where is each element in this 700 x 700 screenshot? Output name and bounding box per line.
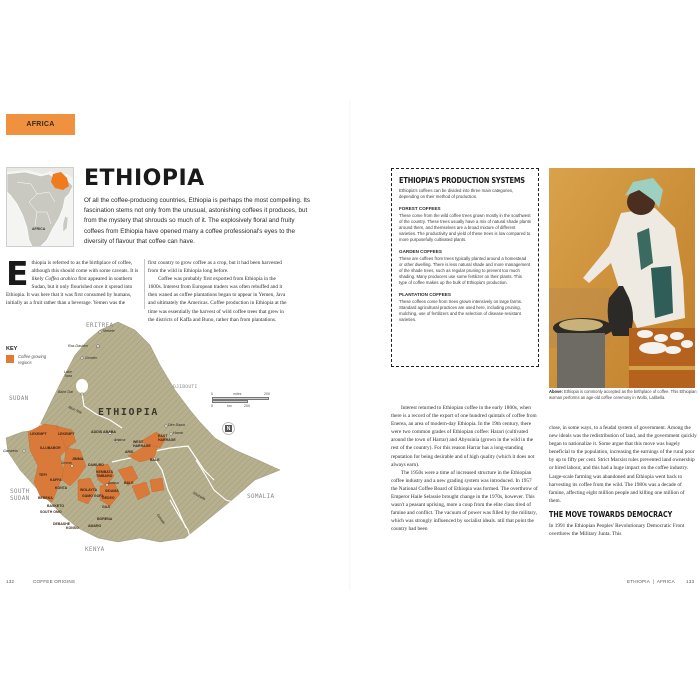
caption-text: Ethiopia is commonly accepted as the birthplace of coffee. This Ethiopian woman performs an age-old coffee ceremony in Wollo, Lalibella. — [549, 389, 697, 400]
map-key-label: Coffee growing regions — [18, 354, 47, 365]
production-systems-sidebar — [391, 168, 539, 367]
country-label: SOMALIA — [247, 493, 275, 500]
region-label: BEBEKA — [38, 496, 53, 500]
region-label: KAFFA — [50, 478, 62, 482]
sidebar-heading-plantation: PLANTATION COFFEES — [399, 292, 451, 297]
body-paragraph: first country to grow coffee as a crop, but it had been harvested from the wild in Ethiopia long before. — [148, 260, 282, 275]
capital-label: ADDIS ABABA — [91, 430, 117, 434]
region-label: GAMO GOFA — [82, 494, 104, 498]
region-label: KONSO — [66, 526, 79, 530]
place-label: Ras Dashen — [68, 344, 88, 348]
region-label: DEBASHE — [53, 522, 71, 526]
country-label-ethiopia: ETHIOPIA — [98, 407, 159, 418]
river-label: Shebelle — [191, 490, 207, 502]
drop-cap: E — [6, 254, 29, 293]
coffee-ceremony-photo — [549, 168, 695, 388]
region-label: BALE — [150, 458, 160, 462]
country-label: ERITREA — [86, 322, 114, 329]
body-column-3 — [391, 404, 539, 534]
place-label: Mekele — [103, 329, 115, 333]
region-label: TEPI — [39, 473, 47, 477]
scale-tick: 200 — [244, 404, 250, 408]
scale-unit: miles — [233, 392, 242, 396]
map-key — [6, 346, 50, 365]
sidebar-text-garden: These are coffees from trees typically planted around a homestead or other dwelling. There is less natural shade and more management of the shade trees, such as regular pruning to prevent too much shading. Many producers use some fertilizer on their plants. This type of coffee makes up the bulk of Ethiopia's production. — [399, 256, 531, 285]
left-page-number: 132 — [6, 579, 15, 584]
region-label: BALE — [124, 481, 134, 485]
body-column-4 — [549, 424, 697, 538]
sidebar-heading-forest: FOREST COFFEES — [399, 206, 441, 211]
body-paragraph: Interest returned to Ethiopian coffee in the early 1800s, when there is a record of the export of one hundred quintals of coffee from Enerea, an area of modern-day Ethiopia. In the 19th century, there were two common grades of Ethiopian coffee: Harari (cultivated around the town of Harrar) and Abyssinia (grown in the wild in the rest of the country). For this reason Harrar has a long-standing reputation for being desirable and of high quality (which it does not always earn). — [391, 405, 537, 468]
river-label: Genale — [155, 513, 166, 525]
region-label: SIDAMA — [105, 489, 119, 493]
country-label: SOUTH SUDAN — [10, 488, 30, 502]
region-label: ARSI — [125, 450, 134, 454]
map-key-row — [6, 354, 50, 365]
region-label: KONTA — [55, 486, 68, 490]
body-paragraph: In 1991 the Ethiopian Peoples' Revolutionary Democratic Front overthrew the Military Junta. This — [549, 523, 685, 538]
caption-label: Above: — [549, 389, 563, 394]
africa-locator-map — [6, 167, 74, 247]
place-label: Gambela — [3, 449, 18, 453]
region-label: GEDEO — [102, 496, 115, 500]
sidebar-title: ETHIOPIA'S PRODUCTION SYSTEMS — [399, 176, 525, 185]
region-label: BASKETO — [47, 504, 65, 508]
sidebar-text-forest: These come from the wild coffee trees grown mostly in the southwest of the country. These trees usually have a mix of natural shade plants around them, and themselves are a broad mixture of different varieties. The productivity and yield of these trees is low compared to more purposefully cultivated plants. — [399, 213, 531, 242]
body-column-1 — [6, 254, 142, 308]
region-label: LEKEMPT — [58, 432, 75, 436]
body-paragraph: Coffee was probably first exported from Ethiopia in the 1600s. Interest from European traders was often rebuffed and it then waned as coffee plantations began to appear in Yemen, Java and ultimately the Americas. Coffee production in Ethiopia at the time was essentially the harvest of wild coffee trees that grew in the districts of Kaffa and Buno, rather than from plantations. — [148, 276, 287, 323]
column-divider — [144, 259, 145, 309]
photo-illustration — [549, 168, 695, 388]
section-tab — [6, 114, 75, 135]
region-label: JIMMA — [72, 457, 84, 461]
scale-unit: km — [227, 404, 232, 408]
region-label: LEKEMPT — [30, 432, 47, 436]
country-label: KENYA — [85, 546, 105, 553]
photo-caption — [549, 389, 697, 400]
body-paragraph: The 1950s were a time of increased structure in the Ethiopian coffee industry and a new grading system was introduced. In 1957 the National Coffee Board of Ethiopia was formed. The overthrow of Emperor Haile Selassie brought change in the 1970s, however. This wasn't a peasant uprising, more a coup from the elite class tired of famine and conflict. The vacuum of power was filled by the military, which was strongly influenced by socialist ideals. ntil that point the country had been — [391, 469, 538, 533]
place-label: Harrar — [173, 431, 184, 435]
locator-map-label: AFRICA — [32, 227, 46, 231]
river-label: Blue Nile — [67, 405, 83, 415]
region-label: DAWURO — [88, 463, 104, 467]
intro-paragraph: Of all the coffee-producing countries, Ethiopia is perhaps the most compelling. Its fascination stems not only from the unusual, astonishing coffees it produces, but from the mystery that shrouds so much of it. The explosively floral and fruity coffees from Ethiopia have opened many a coffee professional's eyes to the diversity of flavour that coffee can have. — [84, 197, 310, 245]
right-running-head: ETHIOPIA | AFRICA — [627, 579, 675, 584]
section-subheading: THE MOVE TOWARDS DEMOCRACY — [549, 508, 673, 519]
place-label: Adama — [114, 438, 126, 442]
region-label: KEMBATA TIMBARO — [96, 470, 113, 478]
region-label: BORENA — [97, 517, 113, 521]
place-label: Jimma — [61, 461, 72, 465]
map-key-title: KEY — [6, 346, 18, 352]
north-arrow-icon — [222, 422, 235, 435]
region-label: GUJI — [102, 505, 111, 509]
region-label: WOLAYTA — [80, 488, 98, 492]
africa-outline-icon — [7, 168, 74, 247]
page-gutter — [349, 100, 351, 590]
place-label: Dire Dawa — [168, 423, 185, 427]
left-running-head: COFFEE ORIGINS — [33, 579, 76, 584]
body-text: first appeared in southern Sudan, but it only flourished once it spread into Ethiopia. It was here that it was first consumed by humans, initially as a fruit rather than a beverage. Yemen was the — [6, 276, 133, 307]
region-label: WEST HARRAGE — [133, 440, 151, 448]
species-name: Coffea arabica — [44, 276, 77, 283]
body-paragraph: close, in some ways, to a feudal system of government. Among the new ideals was the redistribution of land, and the government quickly began to nationalize it. Some argue that this move was hugely beneficial to the population, increasing the earnings of the rural poor by up to fifty per cent. Strict Marxist rules prevented land ownership or hired labour, and this had a huge impact on the coffee industry. Large-scale farming was abandoned and Ethiopia went back to harvesting its coffee from the wild. The 1980s was a decade of famine, affecting eight million people and killing one million of them. — [549, 425, 697, 504]
page-title: ETHIOPIA — [84, 166, 205, 191]
scale-tick: 0 — [211, 392, 213, 396]
place-label: Gonder — [85, 356, 97, 360]
scale-bar-km — [212, 400, 248, 403]
sidebar-lead: Ethiopia's coffees can be divided into three main categories, depending on their method of production. — [399, 188, 514, 199]
region-label: EAST HARRAGE — [158, 434, 176, 442]
right-page-number: 133 — [686, 579, 695, 584]
section-tab-label: AFRICA — [26, 121, 55, 128]
place-label: Bahir Dar — [58, 390, 74, 394]
country-label: DJIBOUTI — [173, 385, 198, 390]
sidebar-heading-garden: GARDEN COFFEES — [399, 249, 442, 254]
sidebar-text-plantation: These coffees come from trees grown intensively on large farms. Standard agricultural practices are used here, including pruning, mulching, use of fertilizers and the selection of disease-resistant varieties. — [399, 299, 523, 322]
compass-label: N — [226, 425, 231, 432]
coffee-region-swatch-icon — [6, 355, 14, 363]
region-label: ILLUBABOR — [40, 446, 61, 450]
place-label: Awasa — [108, 481, 119, 485]
place-label: Lake Tana — [64, 370, 72, 378]
scale-tick: 0 — [211, 404, 213, 408]
region-label: SOUTH OMO — [40, 510, 62, 514]
scale-tick: 200 — [264, 392, 270, 396]
region-label: AMARO — [88, 524, 102, 528]
country-label: SUDAN — [9, 395, 29, 402]
body-text: thiopia is referred to as the birthplace of coffee, although this should come with some caveats. It is likely — [31, 260, 139, 283]
